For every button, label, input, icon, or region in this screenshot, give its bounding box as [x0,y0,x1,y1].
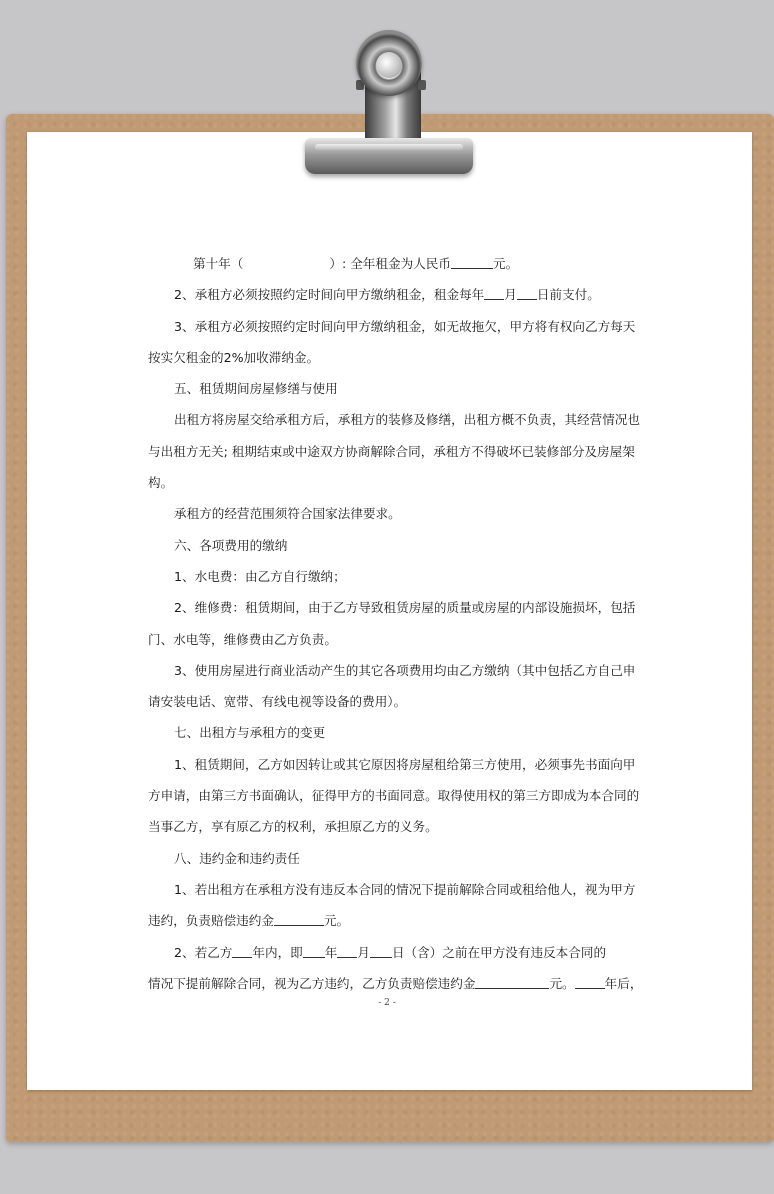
blank-field [303,945,325,958]
text: 日（含）之前在甲方没有违反本合同的 [391,944,607,960]
section-heading: 七、出租方与承租方的变更 [174,725,326,741]
payment-date-line [148,279,638,310]
paragraph-line: 按实欠租金的2%加收滞纳金。 [148,349,320,365]
paragraph-line: 承租方的经营范围须符合国家法律要求。 [174,506,401,522]
paragraph-line: 3、承租方必须按照约定时间向甲方缴纳租金，如无故拖欠，甲方将有权向乙方每天 [174,318,636,334]
paragraph-line: 3、使用房屋进行商业活动产生的其它各项费用均由乙方缴纳（其中包括乙方自己申 [174,662,636,678]
blank-field [475,976,549,989]
binder-clip [305,138,473,174]
paragraph-line: 1、水电费：由乙方自行缴纳； [174,568,346,584]
blank-field [484,287,504,300]
text: 年 [324,944,338,960]
text: 2、承租方必须按照约定时间向甲方缴纳租金，租金每年 [174,287,485,303]
text: 第十年（ [193,256,244,271]
paragraph-line: 2、维修费：租赁期间，由于乙方导致租赁房屋的质量或房屋的内部设施损坏，包括 [174,600,636,616]
text: 元。 [549,975,575,991]
text: 2、若乙方 [174,944,233,960]
section-heading: 五、租赁期间房屋修缮与使用 [174,381,338,397]
text: 年后， [604,975,643,991]
paragraph-line: 方申请，由第三方书面确认，征得甲方的书面同意。取得使用权的第三方即成为本合同的 [148,788,640,804]
paragraph-line: 与出租方无关; 租期结束或中途双方协商解除合同，承租方不得破坏已装修部分及房屋架 [148,443,635,459]
blank-field [517,287,537,300]
paragraph-line: 当事乙方，享有原乙方的权利，承担原乙方的义务。 [148,819,438,835]
text: 元。 [492,256,519,271]
blank-field [337,945,357,958]
contract-text [148,248,643,999]
clip-ring-icon [356,30,422,96]
paragraph-line: 请安装电话、宽带、有线电视等设备的费用）。 [148,694,407,710]
blank-field [451,256,493,269]
text: 日前支付。 [536,287,600,303]
tenant-penalty-line [148,968,643,999]
section-heading: 八、违约金和违约责任 [174,850,300,866]
paragraph-line: 1、租赁期间，乙方如因转让或其它原因将房屋租给第三方使用，必须事先书面向甲 [174,756,636,772]
paragraph-line: 门、水电等，维修费由乙方负责。 [148,631,337,647]
page-number: - 2 - [378,998,396,1008]
tenant-breach-line [148,937,638,968]
text: 月 [504,287,517,303]
blank-field [575,976,605,989]
blank-field [274,913,324,926]
paragraph-line: 1、若出租方在承租方没有违反本合同的情况下提前解除合同或租给他人，视为甲方 [174,881,636,897]
text: 违约，负责赔偿违约金 [148,913,274,929]
clip-pin [418,80,426,90]
blank-field [232,945,252,958]
rent-year-ten-line [148,248,638,279]
paragraph-line: 构。 [148,475,174,491]
text: 年内，即 [252,944,303,960]
text: 月 [357,944,370,960]
blank-field [370,945,392,958]
text: ）: 全年租金为人民币 [329,256,451,271]
text: 元。 [323,913,350,929]
section-heading: 六、各项费用的缴纳 [174,537,288,553]
penalty-amount-line [148,905,638,936]
text: 情况下提前解除合同，视为乙方违约，乙方负责赔偿违约金 [148,975,476,991]
paragraph-line: 出租方将房屋交给承租方后，承租方的装修及修缮，出租方概不负责，其经营情况也 [174,412,640,428]
